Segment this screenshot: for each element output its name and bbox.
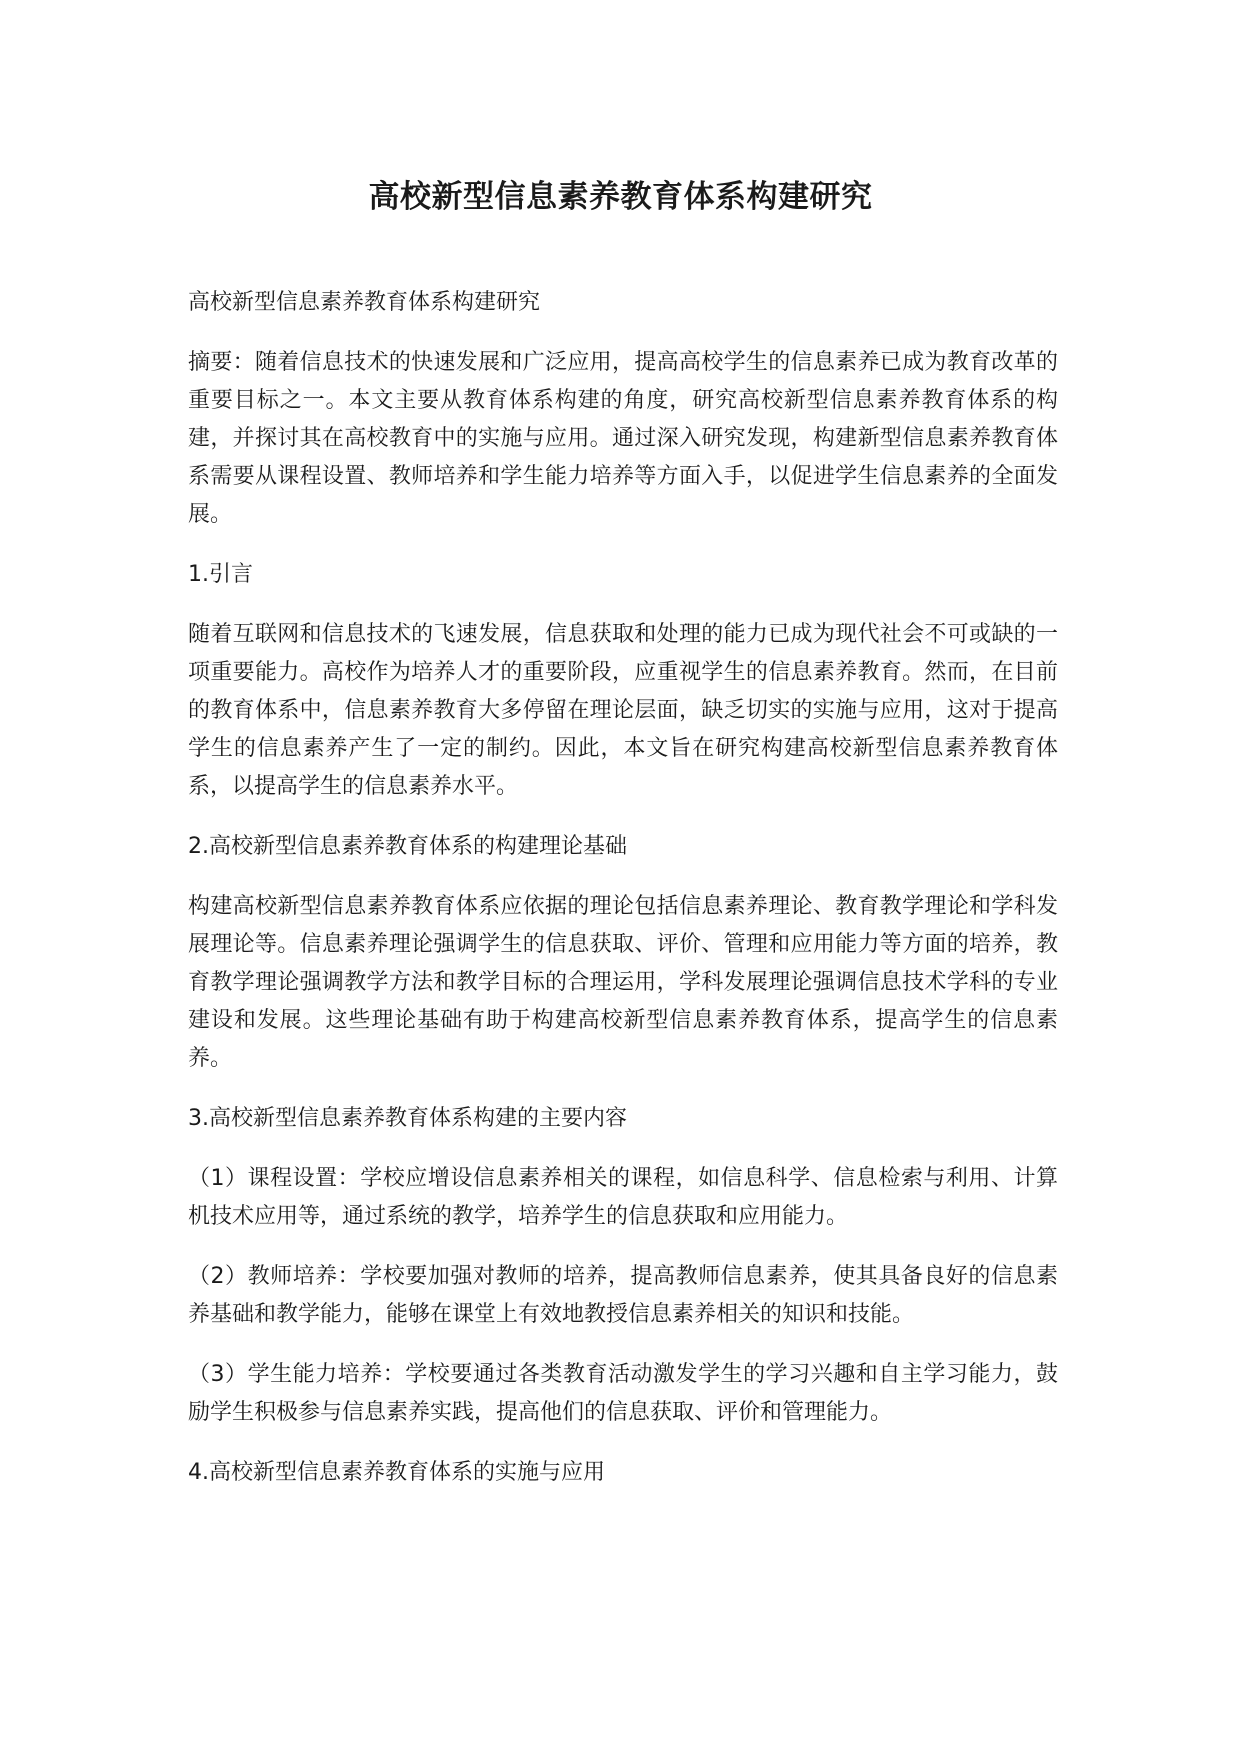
document-title: 高校新型信息素养教育体系构建研究 <box>368 179 873 215</box>
section-2-paragraph: 构建高校新型信息素养教育体系应依据的理论包括信息素养理论、教育教学理论和学科发展理论等。信息素养理论强调学生的信息获取、评价、管理和应用能力等方面的培养，教育教学理论强调教学方法和教学目标的合理运用，学科发展理论强调信息技术学科的专业建设和发展。这些理论基础有助于构建高校新型信息素养教育体系，提高学生的信息素养。 <box>188 894 1058 1071</box>
abstract-paragraph: 摘要：随着信息技术的快速发展和广泛应用，提高高校学生的信息素养已成为教育改革的重要目标之一。本文主要从教育体系构建的角度，研究高校新型信息素养教育体系的构建，并探讨其在高校教育中的实施与应用。通过深入研究发现，构建新型信息素养教育体系需要从课程设置、教师培养和学生能力培养等方面入手，以促进学生信息素养的全面发展。 <box>188 350 1058 527</box>
section-3-heading: 3.高校新型信息素养教育体系构建的主要内容 <box>188 1106 627 1131</box>
section-1-heading: 1.引言 <box>188 562 253 587</box>
section-3-item-3: （3）学生能力培养：学校要通过各类教育活动激发学生的学习兴趣和自主学习能力，鼓励学生积极参与信息素养实践，提高他们的信息获取、评价和管理能力。 <box>188 1362 1058 1425</box>
document-subtitle: 高校新型信息素养教育体系构建研究 <box>188 290 541 315</box>
section-3-item-1: （1）课程设置：学校应增设信息素养相关的课程，如信息科学、信息检索与利用、计算机技术应用等，通过系统的教学，培养学生的信息获取和应用能力。 <box>188 1166 1058 1229</box>
section-1-paragraph: 随着互联网和信息技术的飞速发展，信息获取和处理的能力已成为现代社会不可或缺的一项重要能力。高校作为培养人才的重要阶段，应重视学生的信息素养教育。然而，在目前的教育体系中，信息素养教育大多停留在理论层面，缺乏切实的实施与应用，这对于提高学生的信息素养产生了一定的制约。因此，本文旨在研究构建高校新型信息素养教育体系，以提高学生的信息素养水平。 <box>188 622 1058 799</box>
document-body <box>188 284 1058 1492</box>
section-4-heading: 4.高校新型信息素养教育体系的实施与应用 <box>188 1460 605 1485</box>
section-3-item-2: （2）教师培养：学校要加强对教师的培养，提高教师信息素养，使其具备良好的信息素养基础和教学能力，能够在课堂上有效地教授信息素养相关的知识和技能。 <box>188 1264 1058 1327</box>
section-2-heading: 2.高校新型信息素养教育体系的构建理论基础 <box>188 834 627 859</box>
